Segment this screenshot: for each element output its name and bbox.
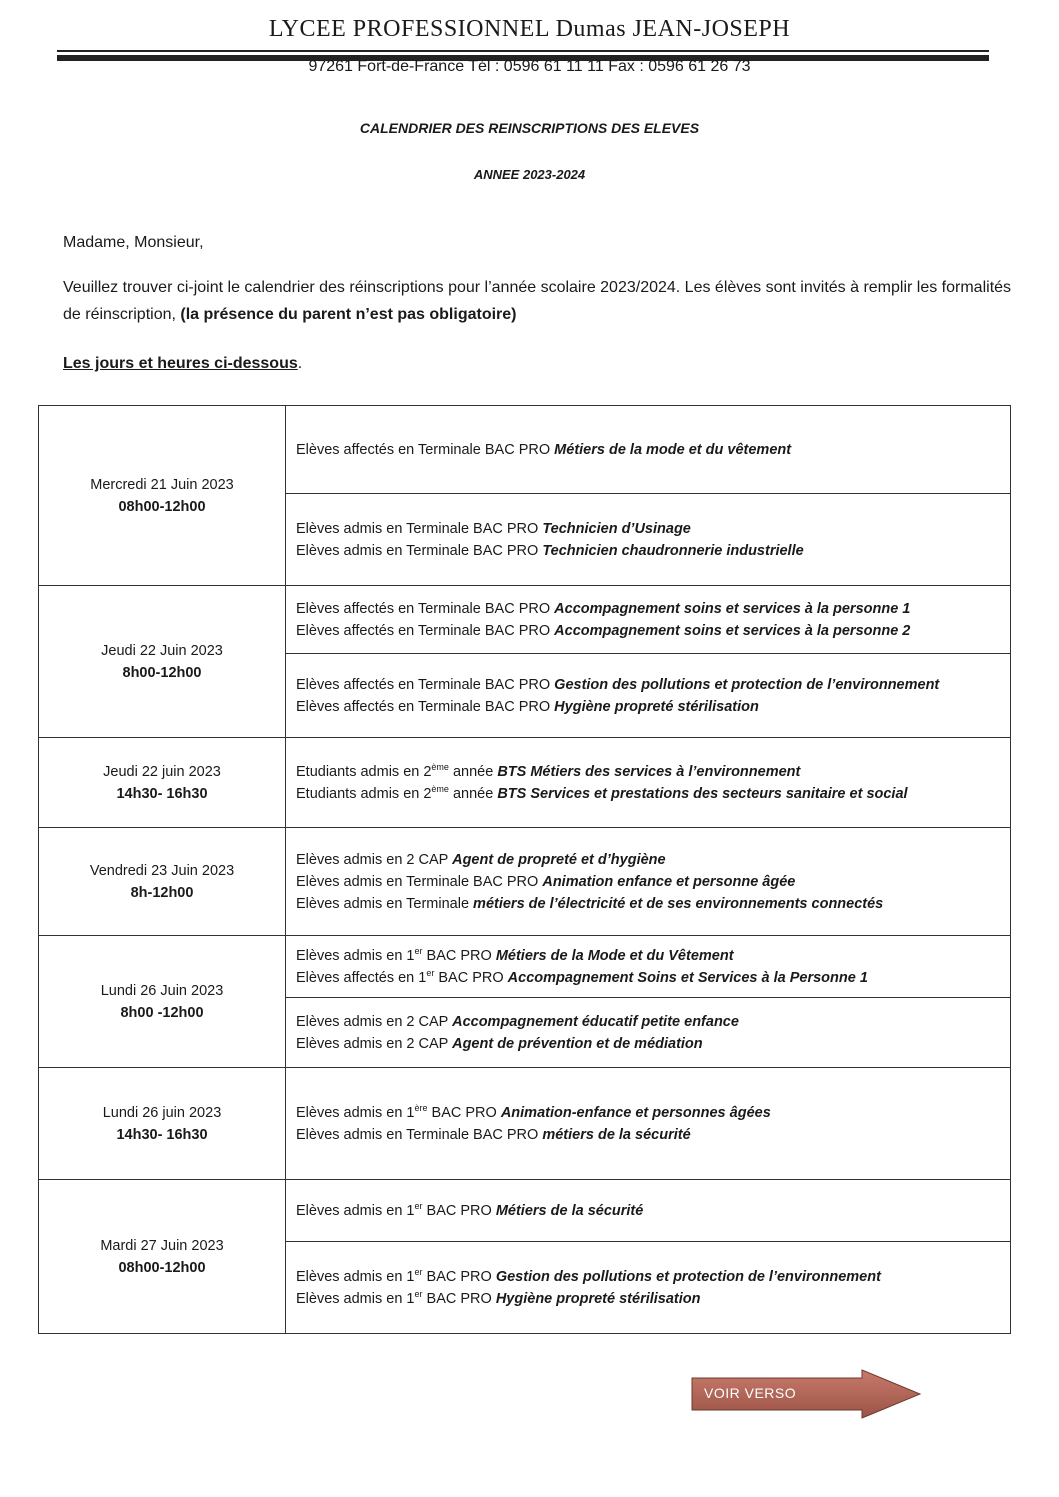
document-year: ANNEE 2023-2024 xyxy=(473,167,586,182)
line-audience: Elèves admis en 1 xyxy=(296,1202,415,1219)
line-level: BAC PRO xyxy=(422,1202,496,1219)
schedule-line xyxy=(296,945,1010,967)
line-ordinal-suffix: ère xyxy=(414,1102,428,1113)
schedule-table xyxy=(38,405,1011,1334)
schedule-heading xyxy=(63,355,302,373)
header-divider-thin xyxy=(57,50,989,52)
schedule-line xyxy=(296,849,1010,871)
schedule-time: 8h-12h00 xyxy=(130,884,194,901)
schedule-description-cell xyxy=(286,586,1011,654)
line-audience: Elèves affectés en 1 xyxy=(296,969,427,986)
line-audience: Etudiants admis en 2 xyxy=(296,785,432,802)
schedule-row xyxy=(39,586,1011,654)
schedule-date: Jeudi 22 juin 2023 xyxy=(103,763,221,780)
line-level: année xyxy=(448,763,498,780)
line-ordinal-suffix: er xyxy=(414,1266,423,1277)
schedule-time: 14h30- 16h30 xyxy=(116,1126,208,1143)
schedule-line xyxy=(296,518,1010,540)
schedule-line xyxy=(296,1011,1010,1033)
schedule-date: Vendredi 23 Juin 2023 xyxy=(89,862,235,879)
line-audience: Elèves admis en Terminale BAC PRO xyxy=(296,873,543,890)
schedule-date-cell xyxy=(39,936,286,1068)
schedule-heading-text: Les jours et heures ci-dessous xyxy=(63,355,298,372)
line-ordinal-suffix: ème xyxy=(431,783,449,794)
line-ordinal-suffix: ème xyxy=(431,761,449,772)
schedule-line xyxy=(296,967,1010,989)
schedule-description-cell xyxy=(286,998,1011,1068)
line-program: Accompagnement soins et services à la personne 2 xyxy=(554,622,911,639)
schedule-line xyxy=(296,696,1010,718)
schedule-line xyxy=(296,1033,1010,1055)
schedule-date: Mardi 27 Juin 2023 xyxy=(100,1237,224,1254)
line-level: BAC PRO xyxy=(422,947,496,964)
schedule-line xyxy=(296,893,1010,915)
line-program: Agent de propreté et d’hygiène xyxy=(452,851,666,868)
schedule-description-cell xyxy=(286,828,1011,936)
schedule-line xyxy=(296,1200,1010,1222)
voir-verso-label: VOIR VERSO xyxy=(704,1385,797,1401)
line-audience: Elèves admis en Terminale xyxy=(296,895,474,912)
schedule-time: 8h00 -12h00 xyxy=(120,1004,204,1021)
schedule-description-cell xyxy=(286,1068,1011,1180)
schedule-date-cell xyxy=(39,586,286,738)
school-address: 97261 Fort-de-France Tél : 0596 61 11 11 Fax : 0596 61 26 73 xyxy=(308,58,751,75)
line-audience: Etudiants admis en 2 xyxy=(296,763,432,780)
schedule-date-cell xyxy=(39,406,286,586)
schedule-date: Lundi 26 juin 2023 xyxy=(102,1104,222,1121)
schedule-description-cell xyxy=(286,936,1011,998)
schedule-row xyxy=(39,1068,1011,1180)
line-audience: Elèves affectés en Terminale BAC PRO xyxy=(296,622,555,639)
line-audience: Elèves affectés en Terminale BAC PRO xyxy=(296,441,555,458)
schedule-description-cell xyxy=(286,494,1011,586)
voir-verso-arrow[interactable] xyxy=(690,1368,922,1420)
schedule-line xyxy=(296,1266,1010,1288)
line-program: Accompagnement soins et services à la personne 1 xyxy=(554,600,911,617)
schedule-description-cell xyxy=(286,1180,1011,1242)
schedule-date: Jeudi 22 Juin 2023 xyxy=(101,642,223,659)
line-program: Accompagnement Soins et Services à la Personne 1 xyxy=(507,969,868,986)
line-program: Animation enfance et personne âgée xyxy=(542,873,796,890)
schedule-heading-period: . xyxy=(297,355,303,372)
line-program: Gestion des pollutions et protection de l’environnement xyxy=(554,676,940,693)
schedule-date-cell xyxy=(39,738,286,828)
line-audience: Elèves admis en 1 xyxy=(296,947,415,964)
schedule-description-cell xyxy=(286,738,1011,828)
line-program: Animation-enfance et personnes âgées xyxy=(500,1104,771,1121)
schedule-line xyxy=(296,620,1010,642)
line-audience: Elèves admis en Terminale BAC PRO xyxy=(296,542,543,559)
schedule-time: 08h00-12h00 xyxy=(118,1259,206,1276)
schedule-line xyxy=(296,1102,1010,1124)
schedule-line xyxy=(296,674,1010,696)
intro-paragraph xyxy=(63,274,1023,328)
schedule-description-cell xyxy=(286,406,1011,494)
schedule-line xyxy=(296,761,1010,783)
line-program: BTS Métiers des services à l’environnement xyxy=(497,763,801,780)
schedule-row xyxy=(39,828,1011,936)
line-program: Gestion des pollutions et protection de l’environnement xyxy=(495,1268,881,1285)
schedule-date-cell xyxy=(39,1068,286,1180)
schedule-time: 8h00-12h00 xyxy=(122,664,202,681)
line-program: Accompagnement éducatif petite enfance xyxy=(452,1013,739,1030)
line-ordinal-suffix: er xyxy=(414,945,423,956)
intro-text: Veuillez trouver ci-joint le calendrier des réinscriptions pour l’année scolaire 2023/2024. Les élèves sont invités à remplir les formalités de réinscription, xyxy=(63,279,1012,323)
line-program: BTS Services et prestations des secteurs sanitaire et social xyxy=(497,785,908,802)
line-program: Métiers de la Mode et du Vêtement xyxy=(495,947,734,964)
line-audience: Elèves admis en 2 CAP xyxy=(296,1035,453,1052)
schedule-line xyxy=(296,871,1010,893)
schedule-line xyxy=(296,439,1010,461)
line-ordinal-suffix: er xyxy=(414,1200,423,1211)
salutation: Madame, Monsieur, xyxy=(63,234,204,251)
schedule-time: 14h30- 16h30 xyxy=(116,785,208,802)
line-program: métiers de l’électricité et de ses environnements connectés xyxy=(473,895,884,912)
line-program: Agent de prévention et de médiation xyxy=(452,1035,703,1052)
schedule-date: Mercredi 21 Juin 2023 xyxy=(90,476,234,493)
line-ordinal-suffix: er xyxy=(414,1288,423,1299)
line-program: Métiers de la sécurité xyxy=(495,1202,644,1219)
schedule-line xyxy=(296,598,1010,620)
line-program: Hygiène propreté stérilisation xyxy=(495,1290,701,1307)
schedule-row xyxy=(39,936,1011,998)
schedule-row xyxy=(39,738,1011,828)
schedule-date-cell xyxy=(39,1180,286,1334)
line-ordinal-suffix: er xyxy=(426,967,435,978)
line-level: BAC PRO xyxy=(422,1268,496,1285)
line-level: année xyxy=(448,785,498,802)
schedule-date-cell xyxy=(39,828,286,936)
line-audience: Elèves admis en Terminale BAC PRO xyxy=(296,1126,543,1143)
line-audience: Elèves admis en 1 xyxy=(296,1290,415,1307)
line-program: Hygiène propreté stérilisation xyxy=(554,698,759,715)
line-program: métiers de la sécurité xyxy=(542,1126,691,1143)
schedule-row xyxy=(39,1180,1011,1242)
line-program: Technicien chaudronnerie industrielle xyxy=(542,542,804,559)
line-audience: Elèves admis en 2 CAP xyxy=(296,851,453,868)
line-level: BAC PRO xyxy=(422,1290,496,1307)
line-audience: Elèves admis en 1 xyxy=(296,1104,415,1121)
line-audience: Elèves admis en 2 CAP xyxy=(296,1013,453,1030)
schedule-line xyxy=(296,540,1010,562)
line-program: Technicien d’Usinage xyxy=(542,520,691,537)
school-name: LYCEE PROFESSIONNEL Dumas JEAN-JOSEPH xyxy=(268,16,791,42)
line-audience: Elèves affectés en Terminale BAC PRO xyxy=(296,698,555,715)
line-audience: Elèves admis en 1 xyxy=(296,1268,415,1285)
schedule-line xyxy=(296,783,1010,805)
line-audience: Elèves admis en Terminale BAC PRO xyxy=(296,520,543,537)
schedule-description-cell xyxy=(286,1242,1011,1334)
line-level: BAC PRO xyxy=(434,969,508,986)
schedule-line xyxy=(296,1288,1010,1310)
schedule-description-cell xyxy=(286,654,1011,738)
document-title: CALENDRIER DES REINSCRIPTIONS DES ELEVES xyxy=(359,120,700,136)
line-audience: Elèves affectés en Terminale BAC PRO xyxy=(296,600,555,617)
schedule-line xyxy=(296,1124,1010,1146)
line-program: Métiers de la mode et du vêtement xyxy=(554,441,792,458)
intro-bold-note: (la présence du parent n’est pas obligatoire) xyxy=(180,306,517,323)
schedule-row xyxy=(39,406,1011,494)
schedule-time: 08h00-12h00 xyxy=(118,498,206,515)
schedule-date: Lundi 26 Juin 2023 xyxy=(100,982,224,999)
line-audience: Elèves affectés en Terminale BAC PRO xyxy=(296,676,555,693)
line-level: BAC PRO xyxy=(427,1104,501,1121)
